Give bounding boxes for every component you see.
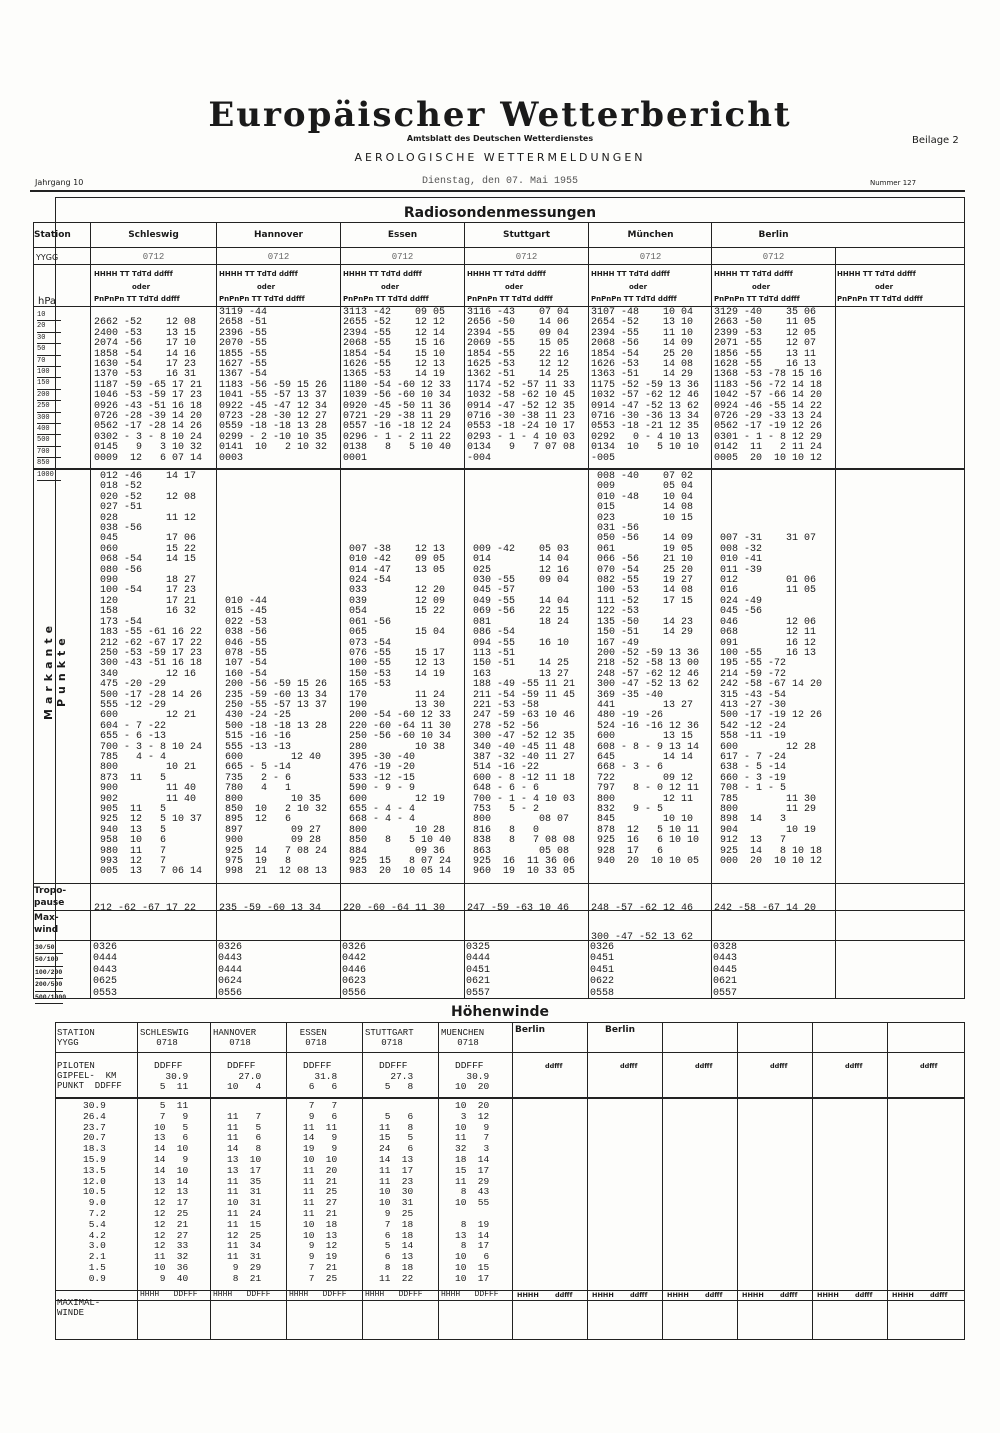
hw-gipfel: DDFFF 30.9 10 20	[455, 1060, 490, 1092]
hw-extra-head: ddfff	[920, 1062, 938, 1070]
hoehenwinde-title: Höhenwinde	[451, 1004, 549, 1020]
hw-extra-foot-b: ddfff	[780, 1291, 798, 1299]
standard-levels: 3107 -48 10 04 2654 -52 13 10 2394 -55 11 10 2068 -56 14 09 1854 -54 25 20 1626 -53 14 08 1363 -51 14 29 1175 -52 -59 13 36 1032 -57 -62 12 46 0914 -47 -52 13 62 0716 -30 -36 13 34 0553 -18 -21 12 35 0292 0 - 4 10 13 0134 10 5 10 10 -005	[591, 307, 700, 464]
station-name: Hannover	[253, 230, 303, 240]
hw-station-name: SCHLESWIG 0718	[140, 1028, 189, 1048]
page-title: Europäischer Wetterbericht	[208, 95, 792, 135]
wind-level: 50/100	[35, 954, 63, 966]
tropopause-values: 220 -60 -64 11 30	[343, 903, 446, 914]
hw-column: 7 7 9 6 11 11 14 9 19 9 10 10 11 20 11 21 11 25 11 27 11 21 10 18 10 13 9 12 9 19 7 21 7 25	[303, 1100, 338, 1284]
hw-extra-foot-a: HHHH	[592, 1291, 614, 1299]
wind-level-values: 0326 0451 0451 0622 0558	[590, 942, 615, 999]
standard-levels: 3129 -40 35 06 2663 -50 11 05 2399 -53 12 05 2071 -55 12 07 1856 -55 13 11 1628 -55 16 13 1368 -53 -78 15 16 1183 -56 -72 14 18 1042 -57 -66 14 20 0924 -46 -55 14 22 0726 -29 -33 13 24 0562 -17 -19 12 26 0301 - 1 - 8 12 29 0142 11 2 11 24 0005 20 10 10 12	[714, 307, 823, 464]
hw-extra-foot-b: ddfff	[555, 1291, 573, 1299]
station-yygg: 0712	[391, 252, 414, 262]
pressure-level: 400	[37, 424, 61, 435]
hw-extra-foot-b: ddfff	[930, 1291, 948, 1299]
col-head-1: HHHH TT TdTd ddfff	[467, 270, 546, 278]
col-head-2: PnPnPn TT TdTd ddfff	[94, 295, 180, 303]
station-yygg: 0712	[142, 252, 165, 262]
hw-gipfel: DDFFF 27.0 10 4	[227, 1060, 262, 1092]
markante-punkte: 007 -38 12 13 010 -42 09 05 014 -47 13 05 024 -54 033 12 20 039 12 09 054 15 22 061 -56 065 15 04 073 -54 076 -55 15 17 100 -55 12 13 150 -53 14 19 165 -53 170 11 24 190 13 30 200 -54 -60 12 33 220 -60 -64 11 30 250 -56 -60 10 34 280 10 38 395 -30 -40 476 -19 -20 533 -12 -15 590 - 9 - 9 600 12 19 655 - 4 - 4 668 - 4 - 4 800 10 28 850 8 5 10 40 884 09 36 925 15 8 07 24 983 20 10 05 14	[349, 543, 452, 878]
standard-levels: 3116 -43 07 04 2656 -50 14 06 2394 -55 09 04 2069 -55 15 05 1854 -55 22 16 1625 -53 12 12 1362 -51 14 25 1174 -52 -57 11 33 1032 -58 -62 10 45 0914 -47 -52 12 35 0716 -30 -38 11 23 0553 -18 -24 10 17 0293 - 1 - 4 10 03 0134 9 7 07 08 -004	[467, 307, 576, 464]
col-head-1: HHHH TT TdTd ddfff	[714, 270, 793, 278]
standard-levels: 3119 -44 2658 -51 2396 -55 2070 -55 1855 -55 1627 -55 1367 -54 1183 -56 -59 15 26 1041 -55 -57 13 37 0922 -45 -47 12 34 0723 -28 -30 12 27 0559 -18 -18 13 28 0299 - 2 -10 10 35 0141 10 2 10 32 0003	[219, 307, 328, 464]
markante-punkte: 007 -31 31 07 008 -32 010 -41 011 -39 012 01 06 016 11 05 024 -49 045 -56 046 12 06 068 12 11 091 16 12 100 -55 16 13 195 -55 -72 214 -59 -72 242 -58 -67 14 20 315 -43 -54 413 -27 -30 500 -17 -19 12 26 542 -12 -24 558 -11 -19 600 12 28 617 - 7 -24 638 - 5 -14 660 - 3 -19 708 - 1 - 5 785 11 30 800 11 29 898 14 3 904 10 19 912 13 7 925 14 8 10 18 000 20 10 10 12	[720, 533, 823, 868]
hw-extra-foot-a: HHHH	[742, 1291, 764, 1299]
standard-levels: 2662 -52 12 08 2400 -53 13 15 2074 -56 17 10 1858 -54 14 16 1630 -54 17 23 1370 -53 16 31 1187 -59 -65 17 21 1046 -53 -59 17 23 0926 -43 -51 16 18 0726 -28 -39 14 20 0562 -17 -28 14 26 0302 - 3 - 8 10 24 0145 9 3 10 32 0009 12 6 07 14	[94, 317, 203, 464]
pressure-level: 30	[37, 333, 61, 344]
col-head-1: HHHH TT TdTd ddfff	[94, 270, 173, 278]
wind-level: 200/500	[35, 979, 63, 991]
wind-level: 30/50	[35, 942, 63, 954]
pressure-level: 10	[37, 310, 61, 321]
radiosonde-title: Radiosondenmessungen	[403, 205, 597, 221]
hw-station-label: STATION YYGG	[57, 1028, 95, 1048]
station-yygg: 0712	[515, 252, 538, 262]
hw-extra-berlin-1: Berlin	[515, 1025, 545, 1035]
col-head-oder-extra: oder	[875, 283, 894, 291]
maxwind-values: 300 -47 -52 13 62	[591, 932, 694, 943]
hpa-label: hPa	[38, 296, 57, 307]
tropopause-values: 212 -62 -67 17 22	[94, 903, 197, 914]
col-head-2: PnPnPn TT TdTd ddfff	[591, 295, 677, 303]
subtitle: Amtsblatt des Deutschen Wetterdienstes	[406, 134, 594, 143]
station-name: Stuttgart	[502, 230, 551, 240]
hw-station-name: HANNOVER 0718	[213, 1028, 257, 1048]
hw-gipfel: DDFFF 30.9 5 11	[154, 1060, 189, 1092]
beilage: Beilage 2	[912, 135, 959, 146]
station-label: Station	[34, 230, 71, 240]
col-head-1: HHHH TT TdTd ddfff	[219, 270, 298, 278]
hw-column: 5 11 7 9 10 5 13 6 14 10 14 9 14 10 13 14 12 13 12 17 12 25 12 21 12 27 12 33 11 32 10 36 9 40	[154, 1100, 189, 1284]
hw-foot-head: HHHH DDFFF	[289, 1290, 347, 1299]
pressure-level: 100	[37, 367, 61, 378]
col-head-oder: oder	[257, 283, 276, 291]
markante-punkte: 010 -44 015 -45 022 -53 038 -56 046 -55 078 -55 107 -54 160 -54 200 -56 -59 15 26 235 -59 -60 13 34 250 -55 -57 13 37 430 -24 -25 500 -18 -18 13 28 515 -16 -16 555 -13 -13 600 12 40 665 - 5 -14 735 2 - 6 780 4 1 800 10 35 850 10 2 10 32 895 12 6 897 09 27 900 09 28 925 14 7 08 24 975 19 8 998 21 12 08 13	[225, 595, 328, 878]
hw-column: 5 6 11 8 15 5 24 6 14 13 11 17 11 23 10 30 10 31 9 25 7 18 6 18 5 14 6 13 8 18 11 22	[379, 1110, 414, 1284]
header-rule	[30, 190, 965, 192]
col-head-oder: oder	[132, 283, 151, 291]
hw-foot-head: HHHH DDFFF	[365, 1290, 423, 1299]
col-head-1-extra: HHHH TT TdTd ddfff	[837, 270, 916, 278]
hw-heights: 30.9 26.4 23.7 20.7 18.3 15.9 13.5 12.0 10.5 9.0 7.2 5.4 4.2 3.0 2.1 1.5 0.9	[83, 1100, 106, 1284]
markante-punkte: 008 -40 07 02 009 05 04 010 -48 10 04 015 14 08 023 10 15 031 -56 050 -56 14 09 061 19 05 066 -56 21 10 070 -54 25 20 082 -55 19 27 100 -53 14 08 111 -52 17 15 122 -53 135 -50 14 23 150 -51 14 29 167 -49 200 -52 -59 13 36 218 -52 -58 13 00 248 -57 -62 12 46 300 -47 -52 13 62 369 -35 -40 441 13 27 480 -19 -26 524 -16 -16 12 36 600 13 15 608 - 8 - 9 13 14 645 14 14 668 - 3 - 6 722 09 12 797 8 - 0 12 11 800 12 11 832 9 - 5 845 10 10 878 12 5 10 11 925 16 6 10 10 928 17 6 940 20 10 10 05	[597, 471, 700, 868]
tropopause-label: Tropo- pause	[34, 886, 67, 908]
tropopause-values: 248 -57 -62 12 46	[591, 903, 694, 914]
hw-foot-head: HHHH DDFFF	[213, 1290, 271, 1299]
hw-extra-berlin-2: Berlin	[605, 1025, 635, 1035]
maxwind-label: Max- wind	[34, 913, 59, 935]
station-name: München	[627, 230, 674, 240]
hw-foot-head: HHHH DDFFF	[140, 1290, 198, 1299]
wind-level-values: 0325 0444 0451 0621 0557	[466, 942, 491, 999]
jahrgang: Jahrgang 10	[35, 178, 84, 187]
hw-piloten-label: PILOTEN GIPFEL- KM PUNKT DDFFF	[57, 1061, 122, 1091]
col-head-2: PnPnPn TT TdTd ddfff	[467, 295, 553, 303]
station-yygg: 0712	[267, 252, 290, 262]
col-head-1: HHHH TT TdTd ddfff	[343, 270, 422, 278]
col-head-oder: oder	[505, 283, 524, 291]
hw-column: 11 7 11 5 11 6 14 8 13 10 13 17 11 35 11 31 10 31 11 24 11 15 12 25 11 34 11 31 9 29 8 21	[227, 1110, 262, 1284]
station-yygg: 0712	[762, 252, 785, 262]
issue-number: Nummer 127	[870, 179, 917, 187]
hw-station-name: MUENCHEN 0718	[441, 1028, 485, 1048]
hw-extra-foot-a: HHHH	[667, 1291, 689, 1299]
hw-extra-foot-b: ddfff	[855, 1291, 873, 1299]
hw-extra-head: ddfff	[545, 1062, 563, 1070]
tropopause-values: 242 -58 -67 14 20	[714, 903, 817, 914]
pressure-level: 850	[37, 458, 61, 469]
hw-extra-head: ddfff	[620, 1062, 638, 1070]
hw-extra-head: ddfff	[845, 1062, 863, 1070]
markante-punkte-label: Markante Punkte	[42, 620, 68, 720]
station-name: Berlin	[758, 230, 789, 240]
markante-punkte: 012 -46 14 17 018 -52 020 -52 12 08 027 -51 028 11 12 038 -56 045 17 06 060 15 22 068 -54 14 15 080 -56 090 18 27 100 -54 17 23 120 17 21 158 16 32 173 -54 183 -55 -61 16 22 212 -62 -67 17 22 250 -53 -59 17 23 300 -43 -51 16 18 340 12 16 475 -20 -29 500 -17 -28 14 26 555 -12 -29 600 12 21 604 - 7 -22 655 - 6 -13 700 - 3 - 8 10 24 785 4 - 4 800 10 21 873 11 5 900 11 40 902 11 40 905 11 5 925 12 5 10 37 940 13 5 958 10 6 980 11 7 993 12 7 005 13 7 06 14	[100, 471, 203, 878]
hw-gipfel: DDFFF 31.8 6 6	[303, 1060, 338, 1092]
pressure-level: 500	[37, 435, 61, 446]
col-head-oder: oder	[629, 283, 648, 291]
hw-foot-head: HHHH DDFFF	[441, 1290, 499, 1299]
station-yygg: 0712	[639, 252, 662, 262]
hw-station-name: ESSEN 0718	[299, 1028, 327, 1048]
pressure-level: 700	[37, 447, 61, 458]
pressure-levels	[33, 310, 91, 481]
markante-punkte: 009 -42 05 03 014 14 04 025 12 16 030 -55 09 04 045 -57 049 -55 14 04 069 -56 22 15 081 18 24 086 -54 094 -55 16 10 113 -51 150 -51 14 25 163 13 27 188 -49 -55 11 21 211 -54 -59 11 45 221 -53 -58 247 -59 -63 10 46 278 -52 -56 300 -47 -52 12 35 340 -40 -45 11 48 387 -32 -40 11 27 514 -16 -22 600 - 8 -12 11 18 648 - 6 - 6 700 - 1 - 4 10 03 753 5 - 2 800 08 07 816 8 0 838 8 7 08 08 863 05 08 925 16 11 36 06 960 19 10 33 05	[473, 543, 576, 878]
wind-level-values: 0326 0442 0446 0623 0556	[342, 942, 367, 999]
standard-levels: 3113 -42 09 05 2655 -52 12 12 2394 -55 12 14 2068 -55 15 16 1854 -54 15 10 1626 -55 12 13 1365 -53 14 19 1180 -54 -60 12 33 1039 -56 -60 10 34 0920 -45 -50 11 36 0721 -29 -38 11 29 0557 -16 -18 12 24 0296 - 1 - 2 11 22 0138 8 5 10 40 0001	[343, 307, 452, 464]
hw-extra-foot-a: HHHH	[892, 1291, 914, 1299]
tropopause-values: 247 -59 -63 10 46	[467, 903, 570, 914]
pressure-level: 70	[37, 356, 61, 367]
pressure-level: 1000	[37, 470, 61, 481]
hw-column: 10 20 3 12 10 9 11 7 32 3 18 14 15 17 11 29 8 43 10 55 8 19 13 14 8 17 10 6 10 15 10 17	[455, 1100, 490, 1284]
wind-level-labels	[33, 942, 91, 1004]
col-head-oder: oder	[381, 283, 400, 291]
section-title: AEROLOGISCHE WETTERMELDUNGEN	[354, 151, 646, 164]
pressure-level: 200	[37, 390, 61, 401]
hw-extra-foot-b: ddfff	[630, 1291, 648, 1299]
col-head-2-extra: PnPnPn TT TdTd ddfff	[837, 295, 923, 303]
hw-extra-foot-a: HHHH	[817, 1291, 839, 1299]
col-head-oder: oder	[752, 283, 771, 291]
hw-station-name: STUTTGART 0718	[365, 1028, 414, 1048]
hw-extra-foot-a: HHHH	[517, 1291, 539, 1299]
pressure-level: 250	[37, 401, 61, 412]
hw-extra-foot-b: ddfff	[705, 1291, 723, 1299]
wind-level: 500/1000	[35, 992, 63, 1004]
yygg-label: YYGG	[36, 253, 59, 262]
wind-level-values: 0326 0444 0443 0625 0553	[93, 942, 118, 999]
col-head-2: PnPnPn TT TdTd ddfff	[714, 295, 800, 303]
hw-gipfel: DDFFF 27.3 5 8	[379, 1060, 414, 1092]
hw-maximal-label: MAXIMAL- WINDE	[57, 1298, 101, 1318]
hw-extra-head: ddfff	[770, 1062, 788, 1070]
hw-extra-head: ddfff	[695, 1062, 713, 1070]
col-head-2: PnPnPn TT TdTd ddfff	[219, 295, 305, 303]
station-name: Essen	[387, 230, 418, 240]
station-name: Schleswig	[128, 230, 179, 240]
tropopause-values: 235 -59 -60 13 34	[219, 903, 322, 914]
pressure-level: 50	[37, 344, 61, 355]
date: Dienstag, den 07. Mai 1955	[421, 176, 579, 187]
wind-level-values: 0326 0443 0444 0624 0556	[218, 942, 243, 999]
pressure-level: 20	[37, 321, 61, 332]
wind-level-values: 0328 0443 0445 0621 0557	[713, 942, 738, 999]
pressure-level: 150	[37, 378, 61, 389]
col-head-1: HHHH TT TdTd ddfff	[591, 270, 670, 278]
col-head-2: PnPnPn TT TdTd ddfff	[343, 295, 429, 303]
pressure-level: 300	[37, 413, 61, 424]
wind-level: 100/200	[35, 967, 63, 979]
